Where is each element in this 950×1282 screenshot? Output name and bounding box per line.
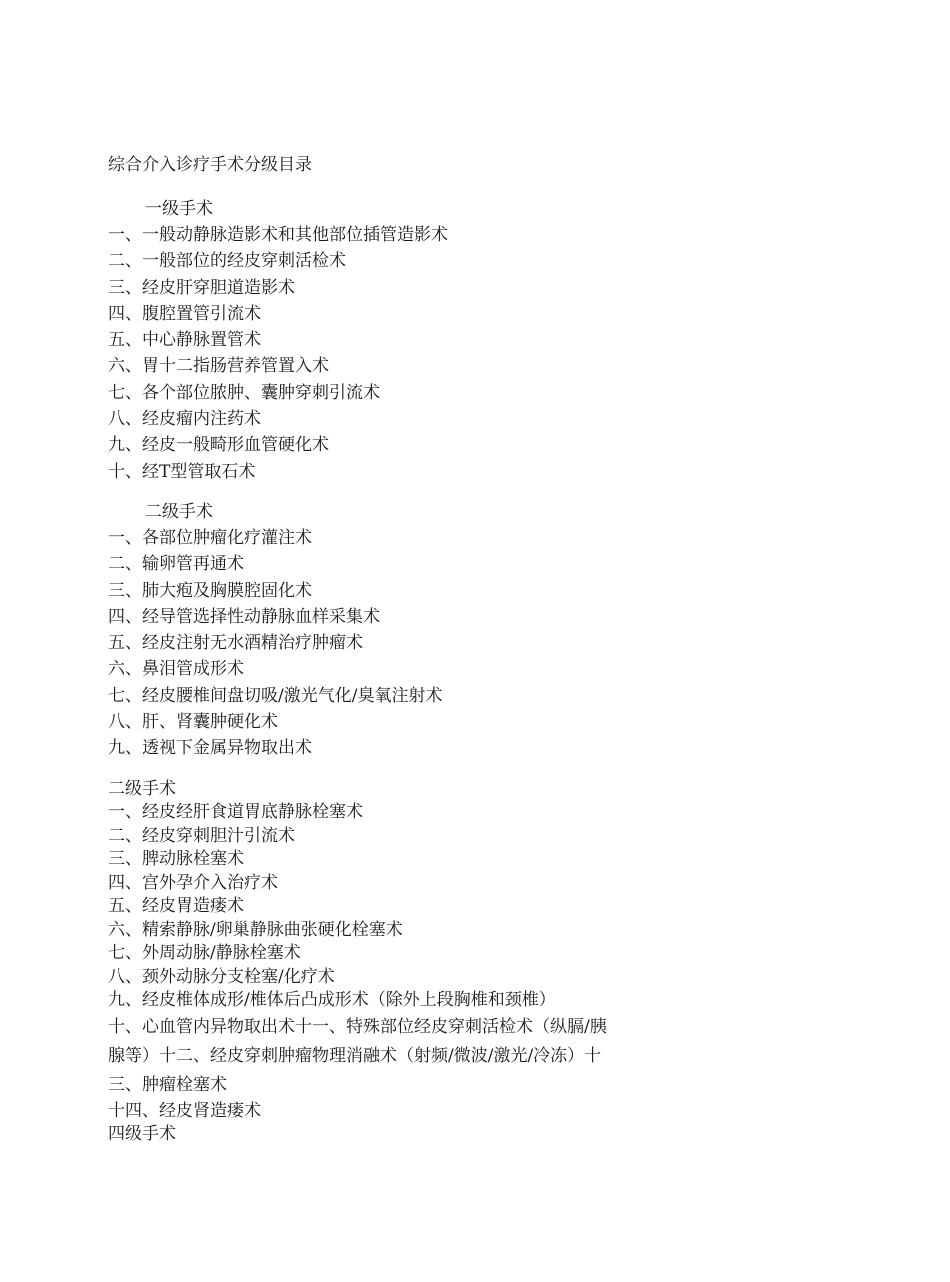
list-item: 十四、经皮肾造瘘术 [108,1100,261,1121]
list-item: 九、经皮椎体成形/椎体后凸成形术（除外上段胸椎和颈椎） [108,990,556,1011]
list-item: 七、外周动脉/静脉栓塞术 [108,943,301,964]
list-item: 三、肺大疱及胸膜腔固化术 [108,580,312,601]
list-item: 三、脾动脉栓塞术 [108,849,244,870]
section-level-2 [108,499,608,762]
list-item: 六、胃十二指肠营养管置入术 [108,356,329,377]
section-heading: 四级手术 [108,1124,176,1145]
list-item: 五、经皮胃造瘘术 [108,896,244,917]
list-item: 六、精索静脉/卵巢静脉曲张硬化栓塞术 [108,919,403,940]
list-item: 二、输卵管再通术 [108,554,244,575]
list-item: 八、肝、肾囊肿硬化术 [108,712,278,733]
list-item: 八、经皮瘤内注药术 [108,409,261,430]
list-item: 一、各部位肿瘤化疗灌注术 [108,527,312,548]
section-level-1 [108,196,608,485]
list-item: 五、中心静脉置管术 [108,330,261,351]
document-title: 综合介入诊疗手术分级目录 [108,155,312,175]
list-item: 四、经导管选择性动静脉血样采集术 [108,606,380,627]
list-item: 一、一般动静脉造影术和其他部位插管造影术 [108,225,448,245]
procedure-list [108,801,608,1013]
list-item: 四、宫外孕介入治疗术 [108,872,278,893]
list-item: 二、一般部位的经皮穿刺活检术 [108,251,346,272]
list-item: 二、经皮穿刺胆汁引流术 [108,825,295,846]
section-heading: 二级手术 [145,501,213,522]
list-item: 八、颈外动脉分支栓塞/化疗术 [108,966,335,987]
procedure-list [108,525,608,762]
section-level-4 [108,1123,608,1147]
section-level-3 [108,778,608,1124]
document-page [108,152,608,1147]
list-item: 一、经皮经肝食道胃底静脉栓塞术 [108,802,363,823]
section-heading: 一级手术 [145,199,213,219]
list-item: 五、经皮注射无水酒精治疗肿瘤术 [108,633,363,654]
list-item: 七、各个部位脓肿、囊肿穿刺引流术 [108,382,380,403]
list-item: 六、鼻泪管成形术 [108,659,244,680]
list-item: 三、经皮肝穿胆道造影术 [108,277,295,298]
list-item: 九、透视下金属异物取出术 [108,738,312,759]
list-item: 九、经皮一般畸形血管硬化术 [108,435,329,456]
section-heading: 二级手术 [108,778,176,799]
list-item: 十、经T型管取石术 [108,461,256,482]
run-on-paragraph: 十、心血管内异物取出术十一、特殊部位经皮穿刺活检术（纵膈/胰腺等）十二、经皮穿刺肿瘤物理消融术（射频/微波/激光/冷冻）十三、肿瘤栓塞术 [108,1016,607,1095]
list-item: 四、腹腔置管引流术 [108,303,261,324]
list-item: 七、经皮腰椎间盘切吸/激光气化/臭氧注射术 [108,685,443,706]
procedure-list [108,222,608,485]
